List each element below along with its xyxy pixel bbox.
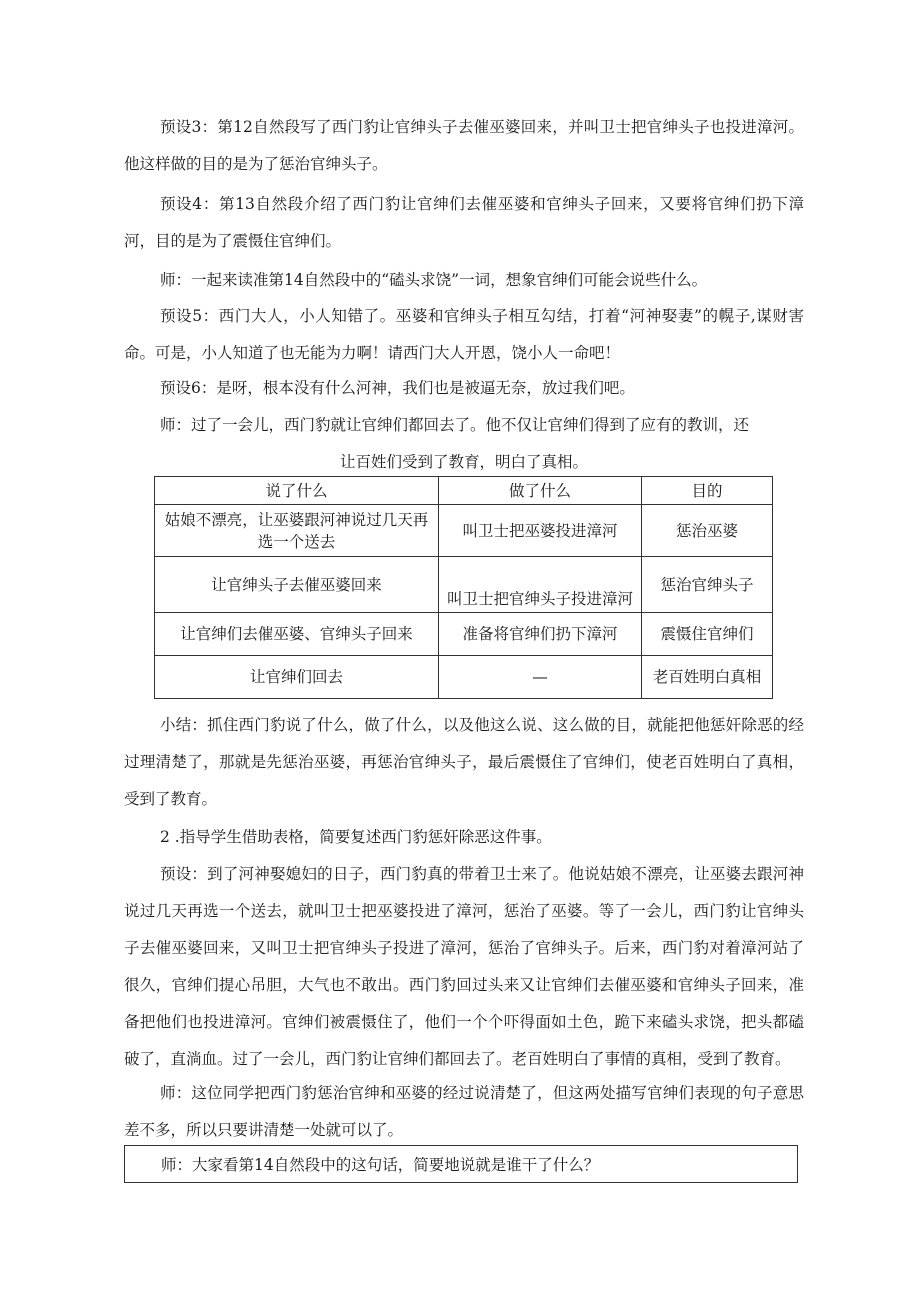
paragraph-preset-5: 预设5：西门大人，小人知错了。巫婆和官绅头子相互勾结，打着“河神娶妻”的幌子,谋财害命。可是，小人知道了也无能为力啊！请西门大人开恩，饶小人一命吧！: [124, 307, 804, 362]
paragraph-teacher-read: 师：一起来读准第14自然段中的“磕头求饶”一词，想象官绅们可能会说些什么。: [160, 271, 708, 289]
paragraph-summary: 小结：抓住西门豹说了什么，做了什么，以及他这么说、这么做的目，就能把他惩奸除恶的经过理清楚了，那就是先惩治巫婆，再惩治官绅头子，最后震慑住了官绅们，使老百姓明白了真相，受到了教育。: [124, 716, 804, 808]
table-cell: 姑娘不漂亮，让巫婆跟河神说过几天再选一个送去: [155, 505, 439, 557]
table-cell: 叫卫士把巫婆投进漳河: [439, 505, 642, 557]
table-cell: 准备将官绅们扔下漳河: [439, 613, 642, 656]
table-header-did: 做了什么: [439, 477, 642, 505]
table-cell: 叫卫士把官绅头子投进漳河: [439, 557, 642, 613]
paragraph-preset-3: 预设3：第12自然段写了西门豹让官绅头子去催巫婆回来，并叫卫士把官绅头子也投进漳河。他这样做的目的是为了惩治官绅头子。: [124, 118, 804, 173]
paragraph-step-2: 2 .指导学生借助表格，简要复述西门豹惩奸除恶这件事。: [160, 828, 552, 846]
paragraph-preset-6: 预设6：是呀，根本没有什么河神，我们也是被逼无奈，放过我们吧。: [160, 379, 635, 397]
table-cell: —: [439, 656, 642, 699]
table-cell: 让官绅头子去催巫婆回来: [155, 557, 439, 613]
table-cell: 让官绅们回去: [155, 656, 439, 699]
table-cell: 震慑住官绅们: [642, 613, 773, 656]
paragraph-teacher-summary: 师：过了一会儿，西门豹就让官绅们都回去了。他不仅让官绅们得到了应有的教训，还: [160, 416, 750, 434]
table-cell: 惩治巫婆: [642, 505, 773, 557]
table-header-row: [155, 477, 773, 505]
table-caption: 让百姓们受到了教育，明白了真相。: [339, 453, 588, 471]
table-row: [155, 656, 773, 699]
table-header-said: 说了什么: [155, 477, 439, 505]
summary-table: [154, 476, 773, 699]
boxed-question-text: 师：大家看第14自然段中的这句话，简要地说就是谁干了什么？: [161, 1156, 600, 1174]
table-header-purpose: 目的: [642, 477, 773, 505]
paragraph-preset-4: 预设4：第13自然段介绍了西门豹让官绅们去催巫婆和官绅头子回来，又要将官绅们扔下漳河，目的是为了震慑住官绅们。: [124, 195, 804, 250]
table-row: [155, 613, 773, 656]
table-cell: 老百姓明白真相: [642, 656, 773, 699]
paragraph-preset-retell: 预设：到了河神娶媳妇的日子，西门豹真的带着卫士来了。他说姑娘不漂亮，让巫婆去跟河神说过几天再选一个送去，就叫卫士把巫婆投进了漳河，惩治了巫婆。等了一会儿，西门豹让官绅头子去催巫婆回来，又叫卫士把官绅头子投进了漳河，惩治了官绅头子。后来，西门豹对着漳河站了很久，官绅们提心吊胆，大气也不敢出。西门豹回过头来又让官绅们去催巫婆和官绅头子回来，准备把他们也投进漳河。官绅们被震慑住了，他们一个个吓得面如土色，跪下来磕头求饶，把头都磕破了，直淌血。过了一会儿，西门豹让官绅们都回去了。老百姓明白了事情的真相，受到了教育。: [124, 865, 804, 1068]
table-row: [155, 505, 773, 557]
table-cell: 惩治官绅头子: [642, 557, 773, 613]
boxed-question: [124, 1145, 798, 1183]
table-cell: 让官绅们去催巫婆、官绅头子回来: [155, 613, 439, 656]
paragraph-teacher-comment: 师：这位同学把西门豹惩治官绅和巫婆的经过说清楚了，但这两处描写官绅们表现的句子意思差不多，所以只要讲清楚一处就可以了。: [124, 1084, 804, 1139]
table-row: [155, 557, 773, 613]
